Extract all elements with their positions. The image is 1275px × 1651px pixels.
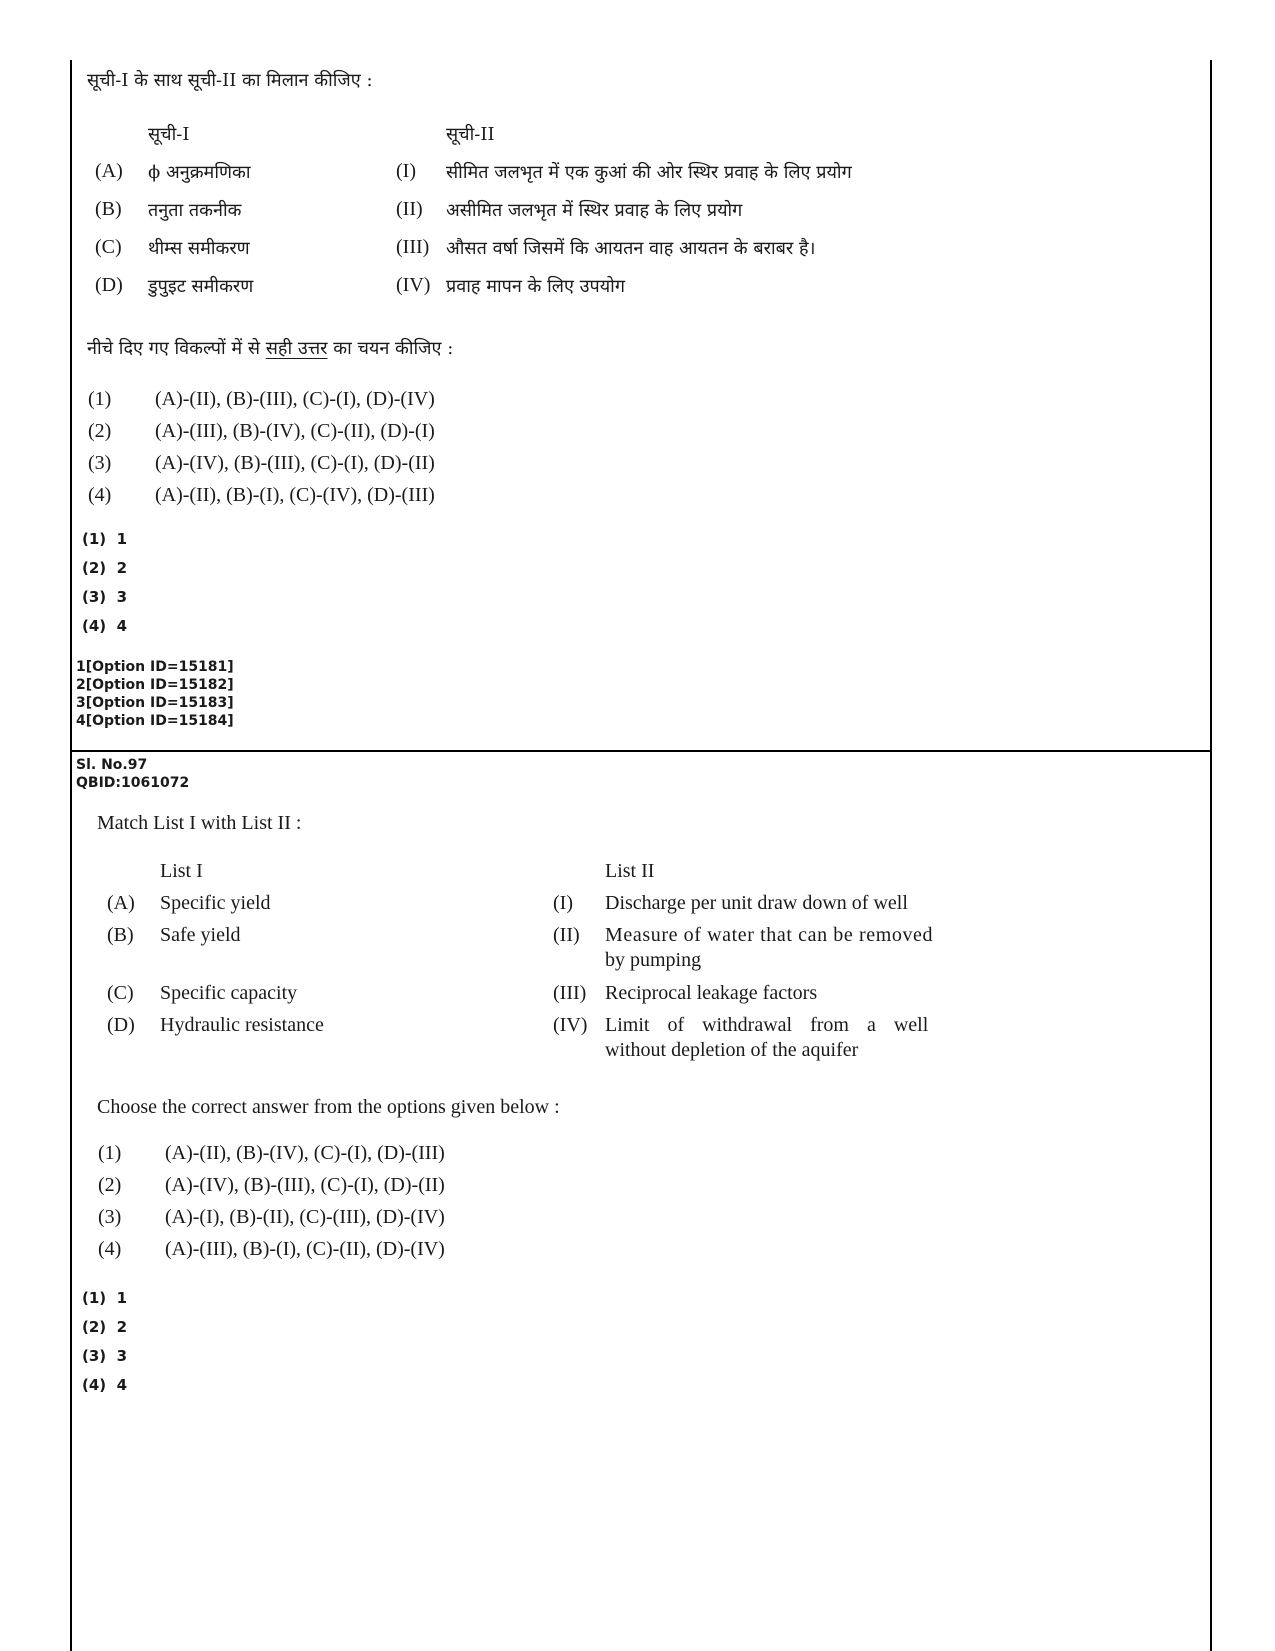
q96-choose-prefix: नीचे दिए गए विकल्पों में से (87, 338, 260, 359)
q97-answer-choice[interactable]: (3) 3 (82, 1347, 128, 1365)
option-id: 4[Option ID=15184] (76, 713, 234, 729)
q97-row-d-key: (D) (107, 1014, 135, 1036)
q96-row-i-text: सीमित जलभृत में एक कुआं की ओर स्थिर प्रवाह के लिए प्रयोग (446, 162, 852, 183)
q97-row-iv-text: Limit of withdrawal from a well (605, 1014, 929, 1036)
q96-list1-header: सूची-I (148, 124, 190, 145)
option-id: 3[Option ID=15183] (76, 695, 234, 711)
q96-choose-suffix: का चयन कीजिए : (333, 338, 454, 359)
q96-option-text: (A)-(III), (B)-(IV), (C)-(II), (D)-(I) (155, 420, 435, 442)
right-border (1210, 60, 1212, 1651)
q96-option-num: (3) (88, 452, 112, 474)
q96-row-a-key: (A) (95, 160, 123, 182)
q97-option-num: (2) (98, 1174, 122, 1196)
q96-row-d-text: डुपुइट समीकरण (148, 276, 254, 297)
q97-row-i-text: Discharge per unit draw down of well (605, 892, 908, 914)
q96-row-a-text: ϕ अनुक्रमणिका (148, 162, 251, 183)
q96-instruction: सूची-I के साथ सूची-II का मिलान कीजिए : (87, 70, 373, 91)
q96-answer-choice[interactable]: (1) 1 (82, 530, 128, 548)
q96-option-text: (A)-(IV), (B)-(III), (C)-(I), (D)-(II) (155, 452, 435, 474)
q97-option-num: (1) (98, 1142, 122, 1164)
q97-list1-header: List I (160, 860, 203, 882)
q96-option-text: (A)-(II), (B)-(I), (C)-(IV), (D)-(III) (155, 484, 435, 506)
option-id: 2[Option ID=15182] (76, 677, 234, 693)
q96-row-c-text: थीम्स समीकरण (148, 238, 250, 259)
left-border (70, 60, 72, 1651)
q97-row-i-key: (I) (553, 892, 573, 914)
q96-row-ii-text: असीमित जलभृत में स्थिर प्रवाह के लिए प्रयोग (446, 200, 743, 221)
q97-choose-instruction: Choose the correct answer from the options given below : (97, 1096, 560, 1118)
q96-row-iv-text: प्रवाह मापन के लिए उपयोग (446, 276, 625, 297)
q96-row-i-key: (I) (396, 160, 416, 182)
q97-row-c-key: (C) (107, 982, 134, 1004)
q97-row-b-text: Safe yield (160, 924, 241, 946)
q97-row-a-text: Specific yield (160, 892, 271, 914)
q97-answer-choice[interactable]: (2) 2 (82, 1318, 128, 1336)
question-bank-id: QBID:1061072 (76, 775, 190, 791)
q97-row-c-text: Specific capacity (160, 982, 298, 1004)
q97-option-num: (4) (98, 1238, 122, 1260)
q96-choose-underlined: सही उत्तर (265, 338, 328, 359)
q96-answer-choice[interactable]: (4) 4 (82, 617, 128, 635)
q96-row-c-key: (C) (95, 236, 122, 258)
q97-option-num: (3) (98, 1206, 122, 1228)
q97-answer-choice[interactable]: (1) 1 (82, 1289, 128, 1307)
q97-row-iii-text: Reciprocal leakage factors (605, 982, 818, 1004)
q97-row-ii-text: Measure of water that can be removed (605, 924, 934, 946)
q96-list2-header: सूची-II (446, 124, 495, 145)
option-id: 1[Option ID=15181] (76, 659, 234, 675)
q96-row-d-key: (D) (95, 274, 123, 296)
q96-row-ii-key: (II) (396, 198, 423, 220)
q96-row-b-text: तनुता तकनीक (148, 200, 242, 221)
q96-row-iv-key: (IV) (396, 274, 431, 296)
q97-list2-header: List II (605, 860, 655, 882)
q96-answer-choice[interactable]: (3) 3 (82, 588, 128, 606)
q97-option-text: (A)-(II), (B)-(IV), (C)-(I), (D)-(III) (165, 1142, 445, 1164)
q96-row-iii-key: (III) (396, 236, 430, 258)
q96-row-iii-text: औसत वर्षा जिसमें कि आयतन वाह आयतन के बराबर है। (446, 238, 816, 259)
q96-option-text: (A)-(II), (B)-(III), (C)-(I), (D)-(IV) (155, 388, 435, 410)
q97-option-text: (A)-(IV), (B)-(III), (C)-(I), (D)-(II) (165, 1174, 445, 1196)
q97-row-ii-key: (II) (553, 924, 580, 946)
q97-answer-choice[interactable]: (4) 4 (82, 1376, 128, 1394)
serial-number: Sl. No.97 (76, 757, 148, 773)
q97-row-d-text: Hydraulic resistance (160, 1014, 324, 1036)
q97-row-b-key: (B) (107, 924, 134, 946)
q97-instruction: Match List I with List II : (97, 812, 302, 834)
q96-option-num: (2) (88, 420, 112, 442)
q97-option-text: (A)-(I), (B)-(II), (C)-(III), (D)-(IV) (165, 1206, 445, 1228)
q96-option-num: (4) (88, 484, 112, 506)
q96-answer-choice[interactable]: (2) 2 (82, 559, 128, 577)
q97-row-ii-text-cont: by pumping (605, 949, 702, 971)
q97-option-text: (A)-(III), (B)-(I), (C)-(II), (D)-(IV) (165, 1238, 445, 1260)
q97-row-iv-text-cont: without depletion of the aquifer (605, 1039, 859, 1061)
q96-row-b-key: (B) (95, 198, 122, 220)
q97-row-a-key: (A) (107, 892, 135, 914)
question-divider (70, 750, 1212, 752)
q97-row-iii-key: (III) (553, 982, 587, 1004)
q97-row-iv-key: (IV) (553, 1014, 588, 1036)
q96-option-num: (1) (88, 388, 112, 410)
q96-choose-instruction (87, 336, 453, 360)
